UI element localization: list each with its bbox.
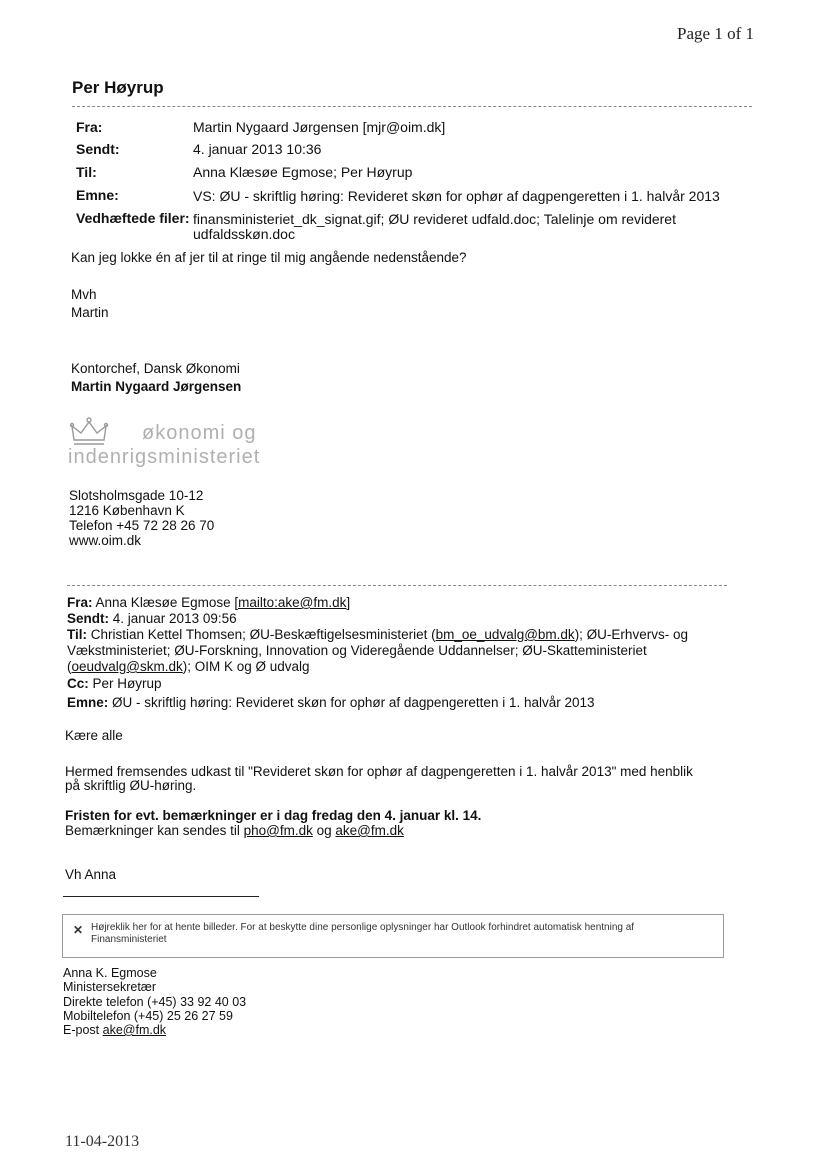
fwd-sent-line [67,611,237,627]
greeting-mvh: Mvh [71,287,97,302]
fwd-from-link[interactable]: [mailto:ake@fm.dk] [234,595,351,610]
fwd-sent-label: Sendt: [67,611,109,626]
sig-name: Anna K. Egmose [63,966,157,980]
message-line: Kan jeg lokke én af jer til at ringe til mig angående nedenstående? [71,250,467,265]
fwd-to-text-d2: ); OIM K og Ø udvalg [182,659,310,674]
blocked-image-notice[interactable] [62,914,724,958]
fwd-deadline: Fristen for evt. bemærkninger er i dag fredag den 4. januar kl. 14. [65,808,482,823]
from-label: Fra: [76,119,103,135]
signature-divider [63,896,259,897]
blocked-image-icon: ✕ [73,923,84,937]
fwd-cc-label: Cc: [67,676,89,691]
mailbox-owner: Per Høyrup [72,78,164,97]
fwd-to-line3 [67,659,310,675]
footer-date: 11-04-2013 [65,1133,140,1150]
page-number: Page 1 of 1 [677,24,754,43]
sent-label: Sendt: [76,141,120,157]
sig-email-link[interactable]: ake@fm.dk [102,1023,167,1037]
attachments-value-line1[interactable]: finansministeriet_dk_signat.gif; ØU revideret udfald.doc; Talelinje om revideret [193,211,676,227]
fwd-send-link2[interactable]: ake@fm.dk [335,823,404,838]
to-label: Til: [76,164,97,180]
address-phone: Telefon +45 72 28 26 70 [69,518,215,533]
fwd-to-text-b: ); ØU-Erhvervs- og [574,627,688,642]
address-city: 1216 København K [69,503,185,518]
sender-name: Martin Nygaard Jørgensen [71,379,242,394]
logo-text-line1: økonomi og [142,422,257,444]
fwd-from-line [67,595,350,611]
sender-title: Kontorchef, Dansk Økonomi [71,361,240,376]
notice-text [91,922,721,946]
fwd-para1-line2: på skriftlig ØU-høring. [65,778,197,793]
fwd-from-value: Anna Klæsøe Egmose [95,595,231,610]
fwd-to-text-a: Christian Kettel Thomsen; ØU-Beskæftigelsesministeriet ( [90,627,436,642]
fwd-send-og: og [316,823,332,838]
attachments-value-line2[interactable]: udfaldsskøn.doc [193,226,295,242]
fwd-send-to-text: Bemærkninger kan sendes til [65,823,240,838]
address-street: Slotsholmsgade 10-12 [69,488,204,503]
ministry-logo [68,414,288,472]
fwd-to-link2[interactable]: oeudvalg@skm.dk [71,659,183,674]
fwd-to-text-d1: ( [67,659,72,674]
notice-text-line1: Højreklik her for at hente billeder. For at beskytte dine personlige oplysninger har Outlook forhindret automatisk hentning af [91,922,635,933]
sig-email-line [63,1023,166,1037]
fwd-to-label: Til: [67,627,87,642]
fwd-to-line1 [67,627,688,643]
fwd-from-label: Fra: [67,595,93,610]
fwd-subject-line [67,695,595,711]
fwd-signoff: Vh Anna [65,867,117,882]
subject-label: Emne: [76,187,119,203]
fwd-to-line2: Vækstministeriet; ØU-Forskning, Innovation og Videregående Uddannelser; ØU-Skatteministeriet [67,643,647,658]
fwd-subject-label: Emne: [67,695,109,710]
fwd-send-link1[interactable]: pho@fm.dk [243,823,313,838]
logo-text-line2: indenrigsministeriet [68,446,261,468]
fwd-salutation: Kære alle [65,728,123,743]
fwd-sent-value: 4. januar 2013 09:56 [112,611,237,626]
sig-role: Ministersekretær [63,980,157,994]
greeting-name: Martin [71,305,109,320]
fwd-cc-line [67,676,162,692]
header-divider [72,106,752,107]
fwd-to-link1[interactable]: bm_oe_udvalg@bm.dk [435,627,575,642]
sent-value: 4. januar 2013 10:36 [193,141,322,157]
attachments-label: Vedhæftede filer: [76,210,190,226]
from-value: Martin Nygaard Jørgensen [mjr@oim.dk] [193,119,446,135]
forward-divider [67,585,727,586]
fwd-subject-value: ØU - skriftlig høring: Revideret skøn for ophør af dagpengeretten i 1. halvår 2013 [112,695,595,710]
fwd-send-to [65,823,404,839]
fwd-cc-value: Per Høyrup [92,676,162,691]
notice-text-line2: Finansministeriet [91,934,167,945]
sig-mobile: Mobiltelefon (+45) 25 26 27 59 [63,1009,233,1023]
fwd-para1-line1: Hermed fremsendes udkast til "Revideret skøn for ophør af dagpengeretten i 1. halvår 2013" med henblik [65,764,693,779]
to-value: Anna Klæsøe Egmose; Per Høyrup [193,164,413,180]
sig-email-label: E-post [63,1023,100,1037]
subject-value: VS: ØU - skriftlig høring: Revideret skøn for ophør af dagpengeretten i 1. halvår 2013 [193,188,720,204]
sig-direct-phone: Direkte telefon (+45) 33 92 40 03 [63,995,247,1009]
address-web[interactable]: www.oim.dk [69,533,142,548]
